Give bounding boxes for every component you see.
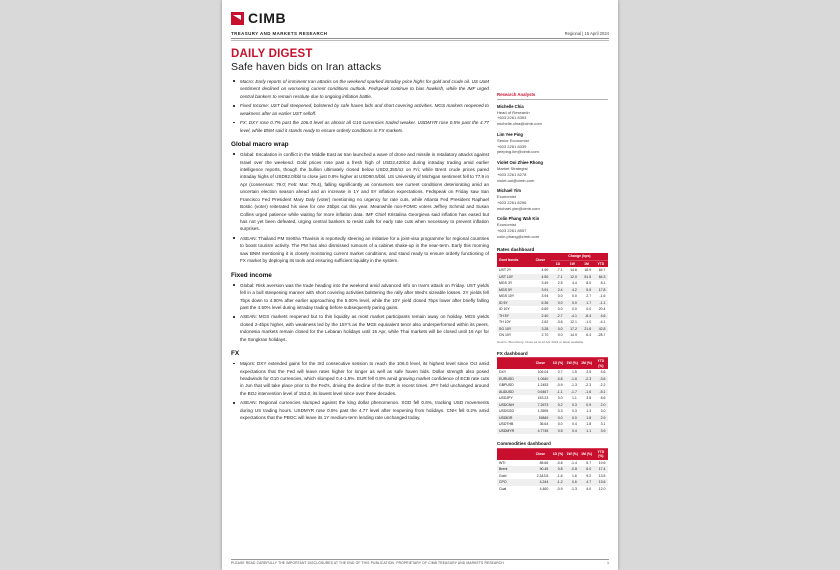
cell-d1: -7.1 (551, 274, 565, 281)
cell-d1: 0.0 (551, 415, 565, 422)
analyst-name: Michelle Chia (497, 103, 524, 109)
cell-w1: 0.4 (565, 428, 579, 435)
row-label: USDTHB (499, 422, 514, 427)
row-label: UST 2Y (499, 268, 512, 273)
cell-m1: -2.3 (579, 376, 593, 383)
cell-ytd: 17.4 (594, 466, 608, 473)
cell-close: 15849 (530, 415, 551, 422)
sidebar (497, 78, 608, 492)
col-ytd: YTD (%) (594, 358, 608, 369)
cell-w1: -4.1 (565, 313, 579, 320)
analyst-role: Economist (497, 194, 516, 200)
cell-d1: 2.5 (557, 281, 563, 286)
cell-w1: 14.9 (570, 333, 577, 338)
cell-m1: 5.7 (586, 460, 592, 465)
fx-table-body (497, 369, 608, 434)
row-label: Gold (499, 473, 507, 478)
col-1w: 1W (%) (565, 358, 579, 369)
cell-w1: -1.7 (565, 389, 579, 396)
page-footer (231, 559, 609, 566)
analyst-phone: +603 2261 8353 (497, 115, 527, 121)
subbrand-row (231, 31, 609, 39)
table-header-row (497, 358, 608, 369)
cell-close: 4.50 (530, 274, 551, 281)
commodities-table (497, 448, 608, 492)
cell-close: 6.36 (530, 300, 551, 307)
section-bullets-fixed-income (231, 282, 489, 344)
cell-close: 3.28 (530, 326, 551, 333)
cell-close: 7.2673 (530, 402, 551, 409)
cell-d1: 0.0 (557, 333, 563, 338)
sidebar-divider (497, 99, 608, 100)
cell-close: 4.7745 (530, 428, 551, 435)
cell-ytd: 2.9 (594, 415, 608, 422)
cell-close: 1.0640 (530, 376, 551, 383)
col-label (497, 448, 530, 459)
commodities-dashboard (497, 441, 608, 492)
cell-m1: -2.3 (585, 383, 592, 388)
fx-dashboard-title: FX dashboard (497, 350, 528, 356)
analyst-email[interactable]: yeeping.lim@cimb.com (497, 149, 539, 155)
cell-m1: 1.1 (579, 428, 593, 435)
cell-ytd: 8.6 (600, 396, 606, 401)
cell-close: 2,343.8 (536, 473, 549, 478)
section-bullets-fx (231, 360, 489, 422)
cell-close: 1.2453 (537, 383, 549, 388)
col-ytd: YTD (%) (594, 448, 608, 459)
cell-w1: 0.0 (572, 307, 577, 312)
section-bullets-global-macro (231, 151, 489, 265)
cell-d1: 0.3 (557, 409, 563, 414)
list-item: Majors: DXY extended gains for the 3rd consecutive session to reach the 106.0 level, its highest level since Oct amid expectations that the Fed will leave rates higher for longer as well as safe haven bids. Dollar strength also posed headwinds for G10 currencies, which slumped 0.4-1.5%. EUR fell 0.8% amid growing market confidence of ECB rate cuts in Jun that will take place prior to the Fed's, driving the decline of the EUR in recent times. JPY held unchanged around the BOJ intervention level of 153.0, its lowest level since over three decades. (231, 360, 489, 397)
cell-d1: -0.8 (556, 460, 563, 465)
analyst-name: Michael Yim (497, 188, 521, 194)
cell-m1: 1.8 (586, 422, 592, 427)
brand-header (231, 10, 609, 26)
row-label: ID 5Y (497, 300, 530, 307)
cell-m1: 5.5 (579, 287, 593, 294)
cell-ytd: -2.2 (599, 383, 606, 388)
cell-w1: 4.2 (565, 287, 579, 294)
rates-table-body (497, 267, 608, 339)
analyst-role: Market Strategist (497, 165, 528, 171)
cell-m1: 0.0 (586, 307, 592, 312)
cell-d1: -2.7 (551, 313, 565, 320)
analyst-email[interactable]: colin.phang@cimb.com (497, 234, 540, 239)
row-label: EURUSD (497, 376, 530, 383)
cell-close: 2.62 (541, 320, 549, 325)
cell-d1: 0.0 (551, 326, 565, 333)
cell-m1: -1.0 (585, 320, 592, 325)
page-headline: Safe haven bids on Iran attacks (231, 61, 382, 73)
document-page (222, 0, 618, 570)
cell-d1: -1.6 (556, 473, 563, 478)
cell-close: 6.69 (541, 307, 549, 312)
cell-d1: 0.0 (557, 307, 563, 312)
row-label: MGS 10Y (499, 294, 515, 299)
cell-m1: 21.6 (579, 326, 593, 333)
col-1d: 1D (%) (551, 448, 565, 459)
cell-d1: -0.9 (556, 383, 563, 388)
analyst-email[interactable]: violet.ooi@cimb.com (497, 177, 535, 183)
department-label: TREASURY AND MARKETS RESEARCH (231, 31, 328, 36)
analyst-card (497, 188, 608, 212)
row-label: AUDUSD (497, 389, 530, 396)
cell-m1: 18.9 (584, 268, 592, 273)
cell-ytd: 64.7 (598, 268, 606, 273)
cell-d1: 0.0 (557, 294, 563, 299)
cell-w1: 0.4 (572, 422, 577, 427)
analyst-phone: +603 2261 8296 (497, 199, 527, 205)
cell-m1: 6.0 (579, 466, 593, 473)
cell-d1: 0.0 (557, 396, 563, 401)
cell-ytd: 3.0 (600, 409, 606, 414)
cell-w1: 1.1 (572, 396, 577, 401)
analyst-role: Head of Research (497, 109, 530, 115)
fx-dashboard (497, 351, 608, 434)
row-label: DXY (499, 370, 507, 375)
cell-ytd: 4.6 (594, 313, 608, 320)
cell-m1: 0.9 (579, 402, 593, 409)
list-item: Fixed Income: UST bull steepened, bolstered by safe haven bids and short covering activities. MGS markets reopened to weakness after an earlier UST selloff. (231, 102, 489, 117)
cell-d1: 0.2 (551, 402, 565, 409)
cell-m1: 2.7 (586, 294, 592, 299)
cell-w1: 0.6 (565, 479, 579, 486)
analyst-name: Violet Ooi Zhiee Rhong (497, 159, 543, 165)
cell-m1: 6.4 (586, 333, 592, 338)
analyst-phone: +603 2261 8278 (497, 171, 527, 177)
col-label: Govt bonds (497, 253, 530, 267)
cell-m1: -8.4 (579, 313, 593, 320)
edition-label: Regional | 15 April 2024 (564, 31, 609, 36)
cell-ytd: 3.1 (600, 422, 606, 427)
cell-w1: 0.0 (572, 294, 577, 299)
analyst-role: Economist (497, 222, 516, 228)
row-label: SG 10Y (497, 326, 530, 333)
cell-w1: -1.4 (570, 460, 577, 465)
cell-close: 4,244 (530, 479, 551, 486)
cell-d1: 0.8 (551, 466, 565, 473)
cell-close: 36.64 (539, 422, 549, 427)
cell-close: 2.40 (530, 313, 551, 320)
section-heading-global-macro: Global macro wrap (231, 141, 289, 149)
cell-ytd: -28.7 (597, 333, 606, 338)
row-label: CPO (497, 479, 530, 486)
cell-d1: -0.9 (556, 486, 563, 491)
brand-name: CIMB (248, 10, 287, 26)
analyst-email[interactable]: michelle.chia@cimb.com (497, 121, 542, 127)
analyst-card (497, 104, 608, 128)
col-1d: 1D (551, 260, 565, 267)
cell-close: 4,460 (539, 486, 549, 491)
cell-m1: 2.5 (586, 370, 592, 375)
col-close: Close (530, 358, 551, 369)
footer-disclaimer: PLEASE READ CAREFULLY THE IMPORTANT DISCLOSURES AT THE END OF THIS PUBLICATION. PROPRIETARY OF CIMB TREASURY AND MARKETS RESEARCH (231, 561, 504, 565)
row-label: MGS 3Y (499, 281, 513, 286)
list-item: Global: Escalation in conflict in the Middle East as Iran launched a wave of drone and missile in retaliatory attacks against Israel over the weekend. Gold prices rose past a fresh high of USD2,420/oz during intraday trading amid earlier intelligence reports, though the bullion ultimately closed below USD2,350/oz on Fri; while Brent crude prices pared intraday highs of USD92.0/bbl to close just 0.8% higher at USD90.5/bbl. US University of Michigan sentiment fell to 77.9 in Apr (consensus: 79.0; Feb: Mar: 79.4), falling significantly as consumers see current conditions deteriorating amid an uncertain election season ahead and an increase in 1Y and 5Y inflation expectations. Fedspeak on Friday saw San Francisco Fed President Mary Daly (voter) mentioning no urgency for rate cuts, while Atlanta Fed President Raphael Bostic (voter) reiterated his view for one 25bps cut this year. Meanwhile non-FOMC voters Jeffrey Schmid and Susan Collins urged patience while waiting for more inflation data. IMF Chief Kristalina Georgieva said inflation has eased but has not yet been defeated, urging central bankers to resist calls for early rate cuts when necessary to prevent inflation surprises. (231, 151, 489, 233)
cell-d1: -3.6 (556, 320, 563, 325)
cell-w1: 1.5 (572, 370, 577, 375)
list-item: Global: Risk aversion was the trade heading into the weekend amid advanced info on Iran's attack on Friday. UST yields fell in a bull steepening manner with short covering activities bolstering the rally after Wed's sizeable losses. 2Y yields fell 7bps down to 4.90% after earlier approaching the 5.00% level, while the 10Y yield closed 7bps lower after briefly falling past the 4.50% level during intraday trading before subsequently paring gains. (231, 282, 489, 312)
cell-close: 85.66 (539, 460, 549, 465)
cell-m1: 1.7 (579, 300, 593, 307)
table-row (497, 428, 608, 435)
cell-m1: 8.0 (586, 281, 592, 286)
cell-close: 0.6467 (530, 389, 551, 396)
cell-ytd: 13.5 (598, 473, 606, 478)
table-header-row (497, 448, 608, 459)
row-label: Brent (497, 466, 530, 473)
page-number: 1 (607, 561, 609, 565)
cell-w1: -1.3 (570, 486, 577, 491)
cell-ytd: 8.1 (600, 281, 606, 286)
col-1w: 1W (%) (565, 448, 579, 459)
table-row (497, 486, 608, 493)
cell-close: 153.23 (537, 396, 549, 401)
row-label: ID 10Y (499, 307, 510, 312)
col-1d: 1D (%) (551, 358, 565, 369)
col-close: Close (530, 448, 551, 459)
analyst-name: Lim Yee Ping (497, 131, 523, 137)
summary-bullets (231, 78, 489, 134)
commodities-table-body (497, 460, 608, 493)
cell-close: 90.45 (530, 466, 551, 473)
row-label: GBPUSD (499, 383, 514, 388)
analyst-name: Colin Phang Wah Kin (497, 216, 540, 222)
cell-close: 106.04 (537, 370, 549, 375)
cell-w1: 17.2 (565, 326, 579, 333)
cell-d1: 0.7 (557, 370, 563, 375)
cell-m1: 51.5 (579, 274, 593, 281)
cell-ytd: 12.0 (598, 486, 606, 491)
page-title: DAILY DIGEST (231, 48, 313, 60)
list-item: ASEAN: Thailand PM Srettha Thavisin is reportedly steering an initiative for a joint-visa programme for regional countries to boost tourism activity. The PM has also dismissed rumours of a cabinet shake-up in the near-term. Early this morning saw BNM mentioning it is closely monitoring current market conditions, and stand ready to ensure orderly functioning of FX market by deploying its tools and ensuring sufficient liquidity in the system. (231, 235, 489, 265)
cell-m1: 1.3 (586, 409, 592, 414)
cell-d1: -1.2 (551, 479, 565, 486)
row-label: TH 10Y (499, 320, 511, 325)
cell-ytd: -3.6 (594, 376, 608, 383)
cimb-logo-icon (231, 12, 244, 25)
cell-w1: -1.3 (570, 383, 577, 388)
sidebar-title: Research Analysts (497, 92, 536, 97)
main-column (231, 78, 489, 492)
cell-d1: -7.1 (556, 268, 563, 273)
cell-ytd: 17.8 (594, 287, 608, 294)
table-row (497, 332, 608, 339)
cell-w1: 1.6 (572, 473, 577, 478)
row-label: UST 10Y (497, 274, 530, 281)
analyst-role: Senior Economist (497, 137, 529, 143)
list-item: ASEAN: MGS markets reopened but to thin liquidity as most market participants remain away on holiday. MGS yields closed 2-4bps higher, with weakness led by the 15Y's as the MGII equivalent tenor also underperformed within its peers. Indonesia markets remain closed for the Lebaran holidays until 15 Apr, while Thai markets will be closed until 16 Apr for the Songkran holidays. (231, 313, 489, 343)
rates-dashboard-title: Rates dashboard (497, 246, 535, 252)
row-label: CN 10Y (499, 333, 512, 338)
analyst-phone: +603 2261 8339 (497, 143, 527, 149)
col-1m: 1M (%) (579, 448, 593, 459)
row-label: USDJPY (499, 396, 513, 401)
table-header-group (497, 253, 608, 260)
cell-ytd: 42.8 (594, 326, 608, 333)
cell-ytd: 19.6 (598, 460, 606, 465)
commodities-dashboard-title: Commodities dashboard (497, 441, 551, 447)
cell-ytd: -5.1 (594, 389, 608, 396)
cell-w1: 4.4 (572, 281, 577, 286)
cell-ytd: -1.1 (594, 300, 608, 307)
cell-ytd: -1.6 (599, 294, 606, 299)
cell-close: 3.91 (530, 287, 551, 294)
cell-d1: -0.8 (551, 376, 565, 383)
rates-dashboard (497, 247, 608, 344)
rates-table-note: Source: Bloomberg. Close as at 12 Apr 2024 or latest available. (497, 339, 585, 344)
row-label: USDSGD (499, 409, 514, 414)
row-label: TH 5Y (497, 313, 530, 320)
col-ytd: YTD (594, 260, 608, 267)
cell-close: 2.70 (541, 333, 549, 338)
col-1m: 1M (579, 260, 593, 267)
cell-close: 1.3595 (537, 409, 549, 414)
cell-ytd: 13.6 (594, 479, 608, 486)
cell-m1: -1.6 (579, 389, 593, 396)
cell-w1: 0.0 (565, 300, 579, 307)
col-1w: 1W (565, 260, 579, 267)
cell-w1: 0.3 (572, 409, 577, 414)
cell-ytd: 2.0 (594, 402, 608, 409)
cell-d1: 0.0 (551, 300, 565, 307)
list-item: FX: DXY rose 0.7% past the 106.0 level as almost all G10 currencies traded weaker. USDMYR rose 0.5% past the 4.77 level, while BNM said it stands ready to ensure orderly conditions in FX markets. (231, 119, 489, 134)
col-1m: 1M (%) (579, 358, 593, 369)
cell-ytd: 20.4 (598, 307, 606, 312)
cell-m1: 1.8 (579, 415, 593, 422)
cell-ytd: 4.6 (600, 370, 606, 375)
cell-d1: 2.4 (551, 287, 565, 294)
row-label: MGS 5Y (497, 287, 530, 294)
cell-ytd: 3.9 (594, 428, 608, 435)
row-label: USDIDR (497, 415, 530, 422)
cell-m1: 9.2 (586, 473, 592, 478)
col-change-group: Change (bps) (551, 253, 608, 260)
analyst-email[interactable]: michael.yim@cimb.com (497, 205, 540, 211)
cell-m1: 3.8 (586, 396, 592, 401)
cell-w1: 0.3 (565, 402, 579, 409)
rates-table (497, 253, 608, 338)
col-label (497, 358, 530, 369)
cell-d1: 0.0 (557, 422, 563, 427)
section-heading-fixed-income: Fixed income (231, 271, 272, 279)
analyst-phone: +603 2261 8557 (497, 228, 527, 234)
analyst-card (497, 132, 608, 156)
cell-close: 3.49 (541, 281, 549, 286)
cell-w1: -1.6 (565, 376, 579, 383)
cell-close: 3.94 (541, 294, 549, 299)
cell-w1: 12.0 (565, 274, 579, 281)
cell-d1: 0.5 (551, 428, 565, 435)
cell-w1: 14.6 (570, 268, 577, 273)
row-label: Coal (499, 486, 507, 491)
section-heading-fx: FX (231, 350, 240, 358)
cell-close: 4.90 (541, 268, 549, 273)
analyst-card (497, 216, 608, 240)
header-divider (231, 40, 609, 41)
analyst-card (497, 160, 608, 184)
cell-w1: -0.8 (565, 466, 579, 473)
cell-m1: 4.0 (586, 486, 592, 491)
body-columns (231, 78, 609, 492)
row-label: USDMYR (497, 428, 530, 435)
col-close: Close (530, 253, 551, 267)
cell-m1: 4.7 (579, 479, 593, 486)
cell-ytd: 64.3 (594, 274, 608, 281)
list-item: ASEAN: Regional currencies slumped against the king dollar phenomenon. SGD fell 0.6%, tracking USD movements during US trading hours. USDMYR rose 0.5% past the 4.77 level after reopening from holidays. CNH fell 0.2% amid expectations that the PBOC will leave its 1Y medium-term lending rate unchanged today. (231, 399, 489, 421)
list-item: Macro: Early reports of imminent Iran attacks on the weekend sparked intraday price highs for gold and crude oil. US UoM sentiment declined on worsening current conditions outlook. Fedspeak continue to bias hawkish, while the IMF urged central bankers to remain resolute due to ongoing inflation battle. (231, 78, 489, 100)
cell-w1: 0.0 (565, 415, 579, 422)
cell-d1: -1.1 (551, 389, 565, 396)
cell-w1: 12.1 (570, 320, 577, 325)
row-label: WTI (499, 460, 506, 465)
row-label: USDCNH (497, 402, 530, 409)
fx-table (497, 357, 608, 434)
cell-ytd: -4.1 (599, 320, 606, 325)
